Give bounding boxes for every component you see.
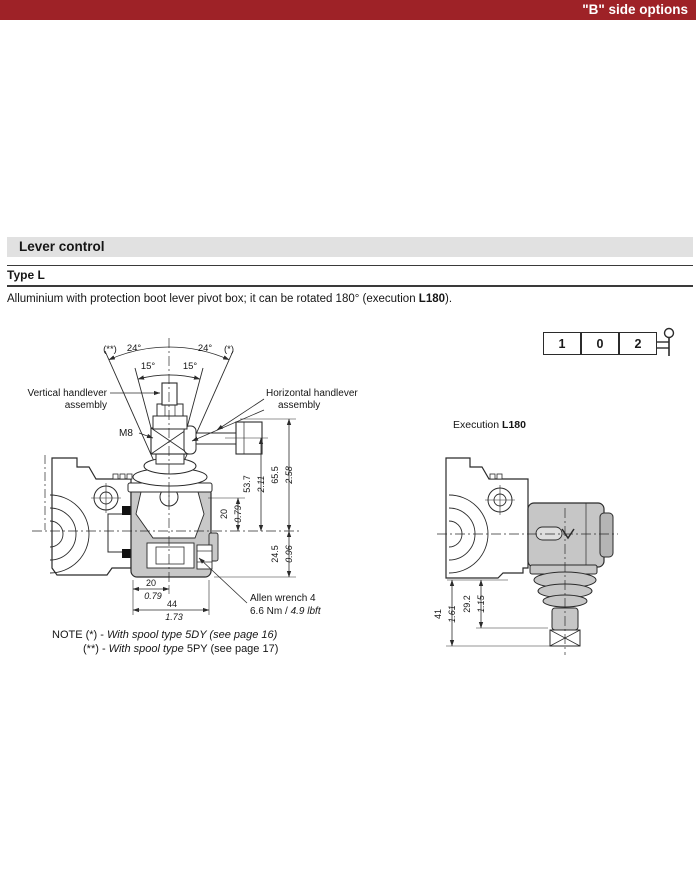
valve-body-section-right (446, 458, 528, 578)
dim-537-mm: 53.7 (242, 475, 252, 493)
dim-292-in: 1.15 (476, 595, 486, 613)
horizontal-handlever-label-2: assembly (278, 400, 321, 411)
b-side-options-banner (0, 0, 696, 20)
allen-torque-label: 6.6 Nm / 4.9 lbft (250, 606, 321, 617)
dim-245-in: 0.96 (284, 545, 294, 563)
horizontal-handlever-label-1: Horizontal handlever (266, 388, 358, 399)
intro-paragraph (7, 293, 647, 305)
execution-l180-drawing (420, 415, 660, 655)
angle-15-left-label: 15° (140, 361, 156, 372)
dim-41-mm: 41 (433, 608, 443, 620)
dim-292-mm: 29.2 (462, 595, 472, 613)
allen-wrench-label: Allen wrench 4 (250, 593, 316, 604)
ref-doublestar-label: (**) (103, 344, 117, 355)
angle-24-left-label: 24° (126, 343, 142, 354)
subsection-title: Type L (7, 268, 45, 282)
dim-245-mm: 24.5 (270, 545, 280, 563)
intro-bold-l180: L180 (418, 293, 446, 305)
allen-screw (197, 545, 212, 569)
dim-20h-mm: 20 (145, 578, 157, 588)
angle-15-right-label: 15° (182, 361, 198, 372)
protection-boot-down (530, 565, 597, 646)
angle-24-right-label: 24° (197, 343, 213, 354)
order-code-box (543, 332, 657, 355)
intro-suffix: ). (445, 293, 453, 305)
vertical-handlever-label-2: assembly (64, 400, 107, 411)
dim-41-in: 1.61 (447, 605, 457, 623)
dim-20v-in: 0.79 (233, 505, 243, 523)
dim-655-mm: 65.5 (270, 466, 280, 484)
note-line-2: (**) - With spool type 5PY (see page 17) (83, 642, 279, 655)
order-code-cell-1: 1 (543, 332, 581, 355)
order-code-cell-3: 2 (619, 332, 657, 355)
dim-44-in: 1.73 (165, 612, 183, 622)
ref-star-label: (*) (223, 344, 235, 355)
execution-l180-caption: Execution L180 (453, 419, 526, 431)
notes-block (52, 629, 278, 656)
dim-20h-in: 0.79 (144, 591, 162, 601)
banner-text: "B" side options (582, 2, 688, 17)
intro-text: Alluminium with protection boot lever pivot box; it can be rotated 180° (execution (7, 293, 419, 305)
dim-655-in: 2.58 (284, 466, 294, 484)
lever-assembly (151, 383, 262, 464)
subsection-type-l (7, 265, 693, 287)
lever-control-drawing (0, 333, 370, 625)
section-title: Lever control (19, 239, 105, 254)
order-code-cell-2: 0 (581, 332, 619, 355)
vertical-handlever-label-1: Vertical handlever (27, 388, 107, 399)
note-line-1: NOTE (*) - With spool type 5DY (see page 16) (52, 629, 278, 641)
section-header-lever-control (7, 237, 693, 257)
dim-44-mm: 44 (166, 599, 178, 609)
vertical-lever-rod (162, 383, 177, 405)
dim-537-in: 2.11 (256, 475, 266, 493)
dim-20v-mm: 20 (219, 508, 229, 520)
lever-symbol-icon (657, 320, 683, 360)
lever-pivot-box-rotated (528, 503, 613, 567)
m8-label: M8 (119, 428, 133, 439)
